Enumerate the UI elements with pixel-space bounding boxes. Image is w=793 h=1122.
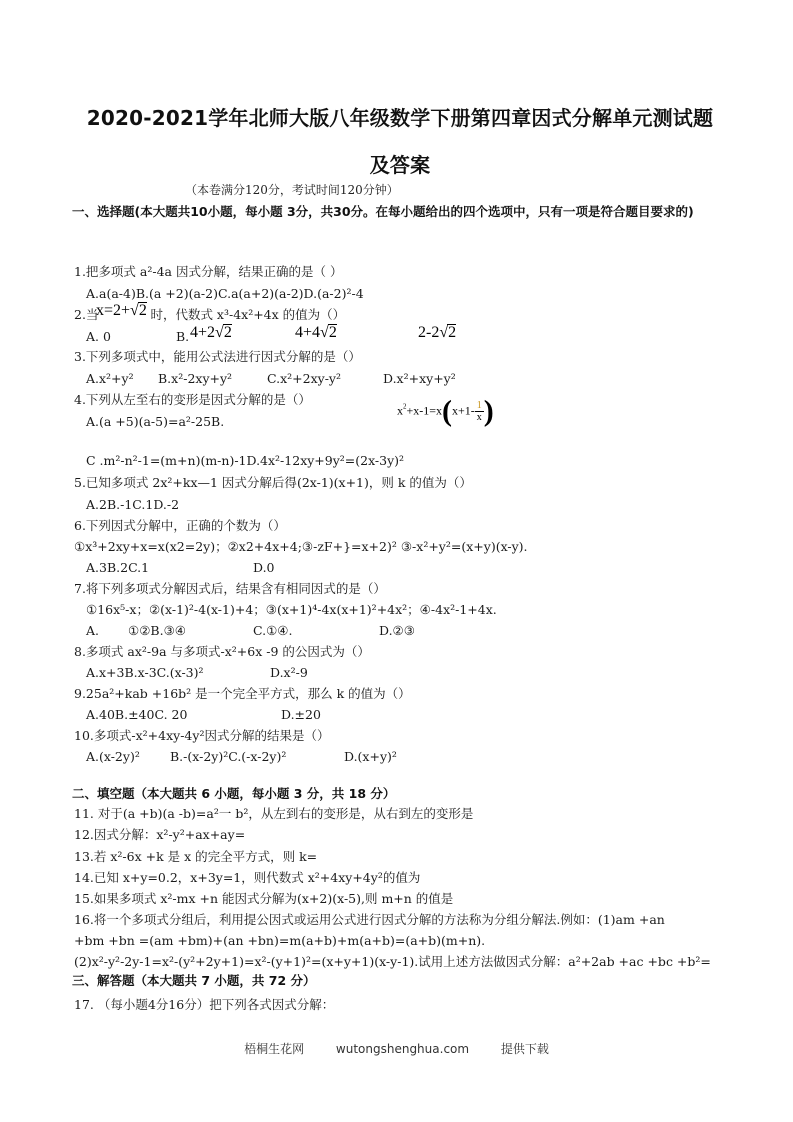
q7-option-a-b: ①②B.③④ xyxy=(128,623,186,638)
footer-site-url[interactable]: wutongshenghua.com xyxy=(335,1042,470,1056)
q3-option-b: B.x²-2xy+y² xyxy=(158,371,233,386)
q2-stem-prefix: 2.当 xyxy=(74,307,99,322)
q7-option-d: D.②③ xyxy=(379,623,415,638)
q3-option-d: D.x²+xy+y² xyxy=(383,371,456,386)
q2-option-b-math: 4+2√2 xyxy=(190,324,232,341)
q8-option-d: D.x²-9 xyxy=(270,665,308,680)
q13: 13.若 x²-6x +k 是 x 的完全平方式，则 k= xyxy=(74,849,318,864)
q5-options: A.2B.-1C.1D.-2 xyxy=(86,497,180,512)
q2-option-c-math: 4+4√2 xyxy=(295,324,337,341)
q6-stem: 6.下列因式分解中，正确的个数为（） xyxy=(74,518,286,533)
q2-stem-math: x=2+√2 xyxy=(96,302,147,319)
q5-stem: 5.已知多项式 2x²+kx—1 因式分解后得(2x-1)(x+1)，则 k 的值为（） xyxy=(74,475,472,490)
q2-option-b-label: B. xyxy=(176,329,190,344)
q9-option-d: D.±20 xyxy=(281,707,321,722)
q2-option-d-math: 2-2√2 xyxy=(418,324,457,341)
exam-note: （本卷满分120分，考试时间120分钟） xyxy=(185,183,399,197)
q16-line1: 16.将一个多项式分组后，利用提公因式或运用公式进行因式分解的方法称为分组分解法.例如：(1)am +an xyxy=(74,912,665,927)
q7-stem: 7.将下列多项式分解因式后，结果含有相同因式的是（） xyxy=(74,581,386,596)
q9-stem: 9.25a²+kab +16b² 是一个完全平方式，那么 k 的值为（） xyxy=(74,686,411,701)
q4-options-ab: A.(a +5)(a-5)=a²-25B. xyxy=(86,414,225,429)
q9-options-abc: A.40B.±40C. 20 xyxy=(86,707,188,722)
q7-items: ①16x⁵-x；②(x-1)²-4(x-1)+4；③(x+1)⁴-4x(x+1)²+4x²；④-4x²-1+4x. xyxy=(86,602,497,617)
q11: 11. 对于(a +b)(a -b)=a²一 b²，从左到右的变形是，从右到左的变形是 xyxy=(74,806,474,821)
q6-options-abc: A.3B.2C.1 xyxy=(86,560,150,575)
q1-options: A.a(a-4)B.(a +2)(a-2)C.a(a+2)(a-2)D.(a-2)²-4 xyxy=(86,286,364,301)
q3-stem: 3.下列多项式中，能用公式法进行因式分解的是（） xyxy=(74,349,361,364)
document-title-line1: 2020-2021学年北师大版八年级数学下册第四章因式分解单元测试题 xyxy=(86,106,714,130)
page-footer xyxy=(0,1040,793,1057)
q7-option-c: C.①④. xyxy=(253,623,293,638)
q14: 14.已知 x+y=0.2，x+3y=1，则代数式 x²+4xy+4y²的值为 xyxy=(74,870,421,885)
q2-stem-suffix: 时，代数式 x³-4x²+4x 的值为（） xyxy=(150,307,346,322)
q17: 17. （每小题4分16分）把下列各式因式分解： xyxy=(74,997,335,1012)
section2-heading: 二、填空题（本大题共 6 小题，每小题 3 分，共 18 分） xyxy=(72,786,396,801)
section1-heading: 一、选择题(本大题共10小题，每小题 3分，共30分。在每小题给出的四个选项中，只有一项是符合题目要求的) xyxy=(72,204,694,219)
section3-heading: 三、解答题（本大题共 7 小题，共 72 分） xyxy=(72,973,316,988)
q3-option-c: C.x²+2xy-y² xyxy=(267,371,341,386)
q8-options-abc: A.x+3B.x-3C.(x-3)² xyxy=(86,665,204,680)
q16-line3: (2)x²-y²-2y-1=x²-(y²+2y+1)=x²-(y+1)²=(x+y+1)(x-y-1).试用上述方法做因式分解：a²+2ab +ac +bc +b²= xyxy=(74,954,711,969)
q4-stem: 4.下列从左至右的变形是因式分解的是（） xyxy=(74,392,311,407)
q2-option-a: A. 0 xyxy=(86,329,111,344)
footer-suffix: 提供下载 xyxy=(500,1042,549,1056)
q10-option-a: A.(x-2y)² xyxy=(86,749,140,764)
q4-options-cd: C .m²-n²-1=(m+n)(m-n)-1D.4x²-12xy+9y²=(2x-3y)² xyxy=(86,453,405,468)
q1-stem: 1.把多项式 a²-4a 因式分解，结果正确的是（ ） xyxy=(74,264,343,279)
q10-option-d: D.(x+y)² xyxy=(344,749,397,764)
q15: 15.如果多项式 x²-mx +n 能因式分解为(x+2)(x-5),则 m+n 的值是 xyxy=(74,891,454,906)
q10-option-bc: B.-(x-2y)²C.(-x-2y)² xyxy=(170,749,287,764)
q6-option-d: D.0 xyxy=(253,560,275,575)
q3-option-a: A.x²+y² xyxy=(86,371,134,386)
q8-stem: 8.多项式 ax²-9a 与多项式-x²+6x -9 的公因式为（） xyxy=(74,644,370,659)
q16-line2: +bm +bn =(am +bm)+(an +bn)=m(a+b)+m(a+b)=(a+b)(m+n). xyxy=(74,933,486,948)
q6-items: ①x³+2xy+x=x(x2=2y)；②x2+4x+4;③-zF+}=x+2)² ③-x²+y²=(x+y)(x-y). xyxy=(74,539,528,554)
q4-option-b-math: $x^2+x-1=x(x+1-$ $\frac{1}{x}$ ) xyxy=(397,394,494,428)
q12: 12.因式分解：x²-y²+ax+ay= xyxy=(74,827,246,842)
footer-site-name: 梧桐生花网 xyxy=(244,1042,305,1056)
document-title-line2: 及答案 xyxy=(369,153,431,177)
q10-stem: 10.多项式-x²+4xy-4y²因式分解的结果是（） xyxy=(74,728,330,743)
q7-option-a: A. xyxy=(86,623,100,638)
